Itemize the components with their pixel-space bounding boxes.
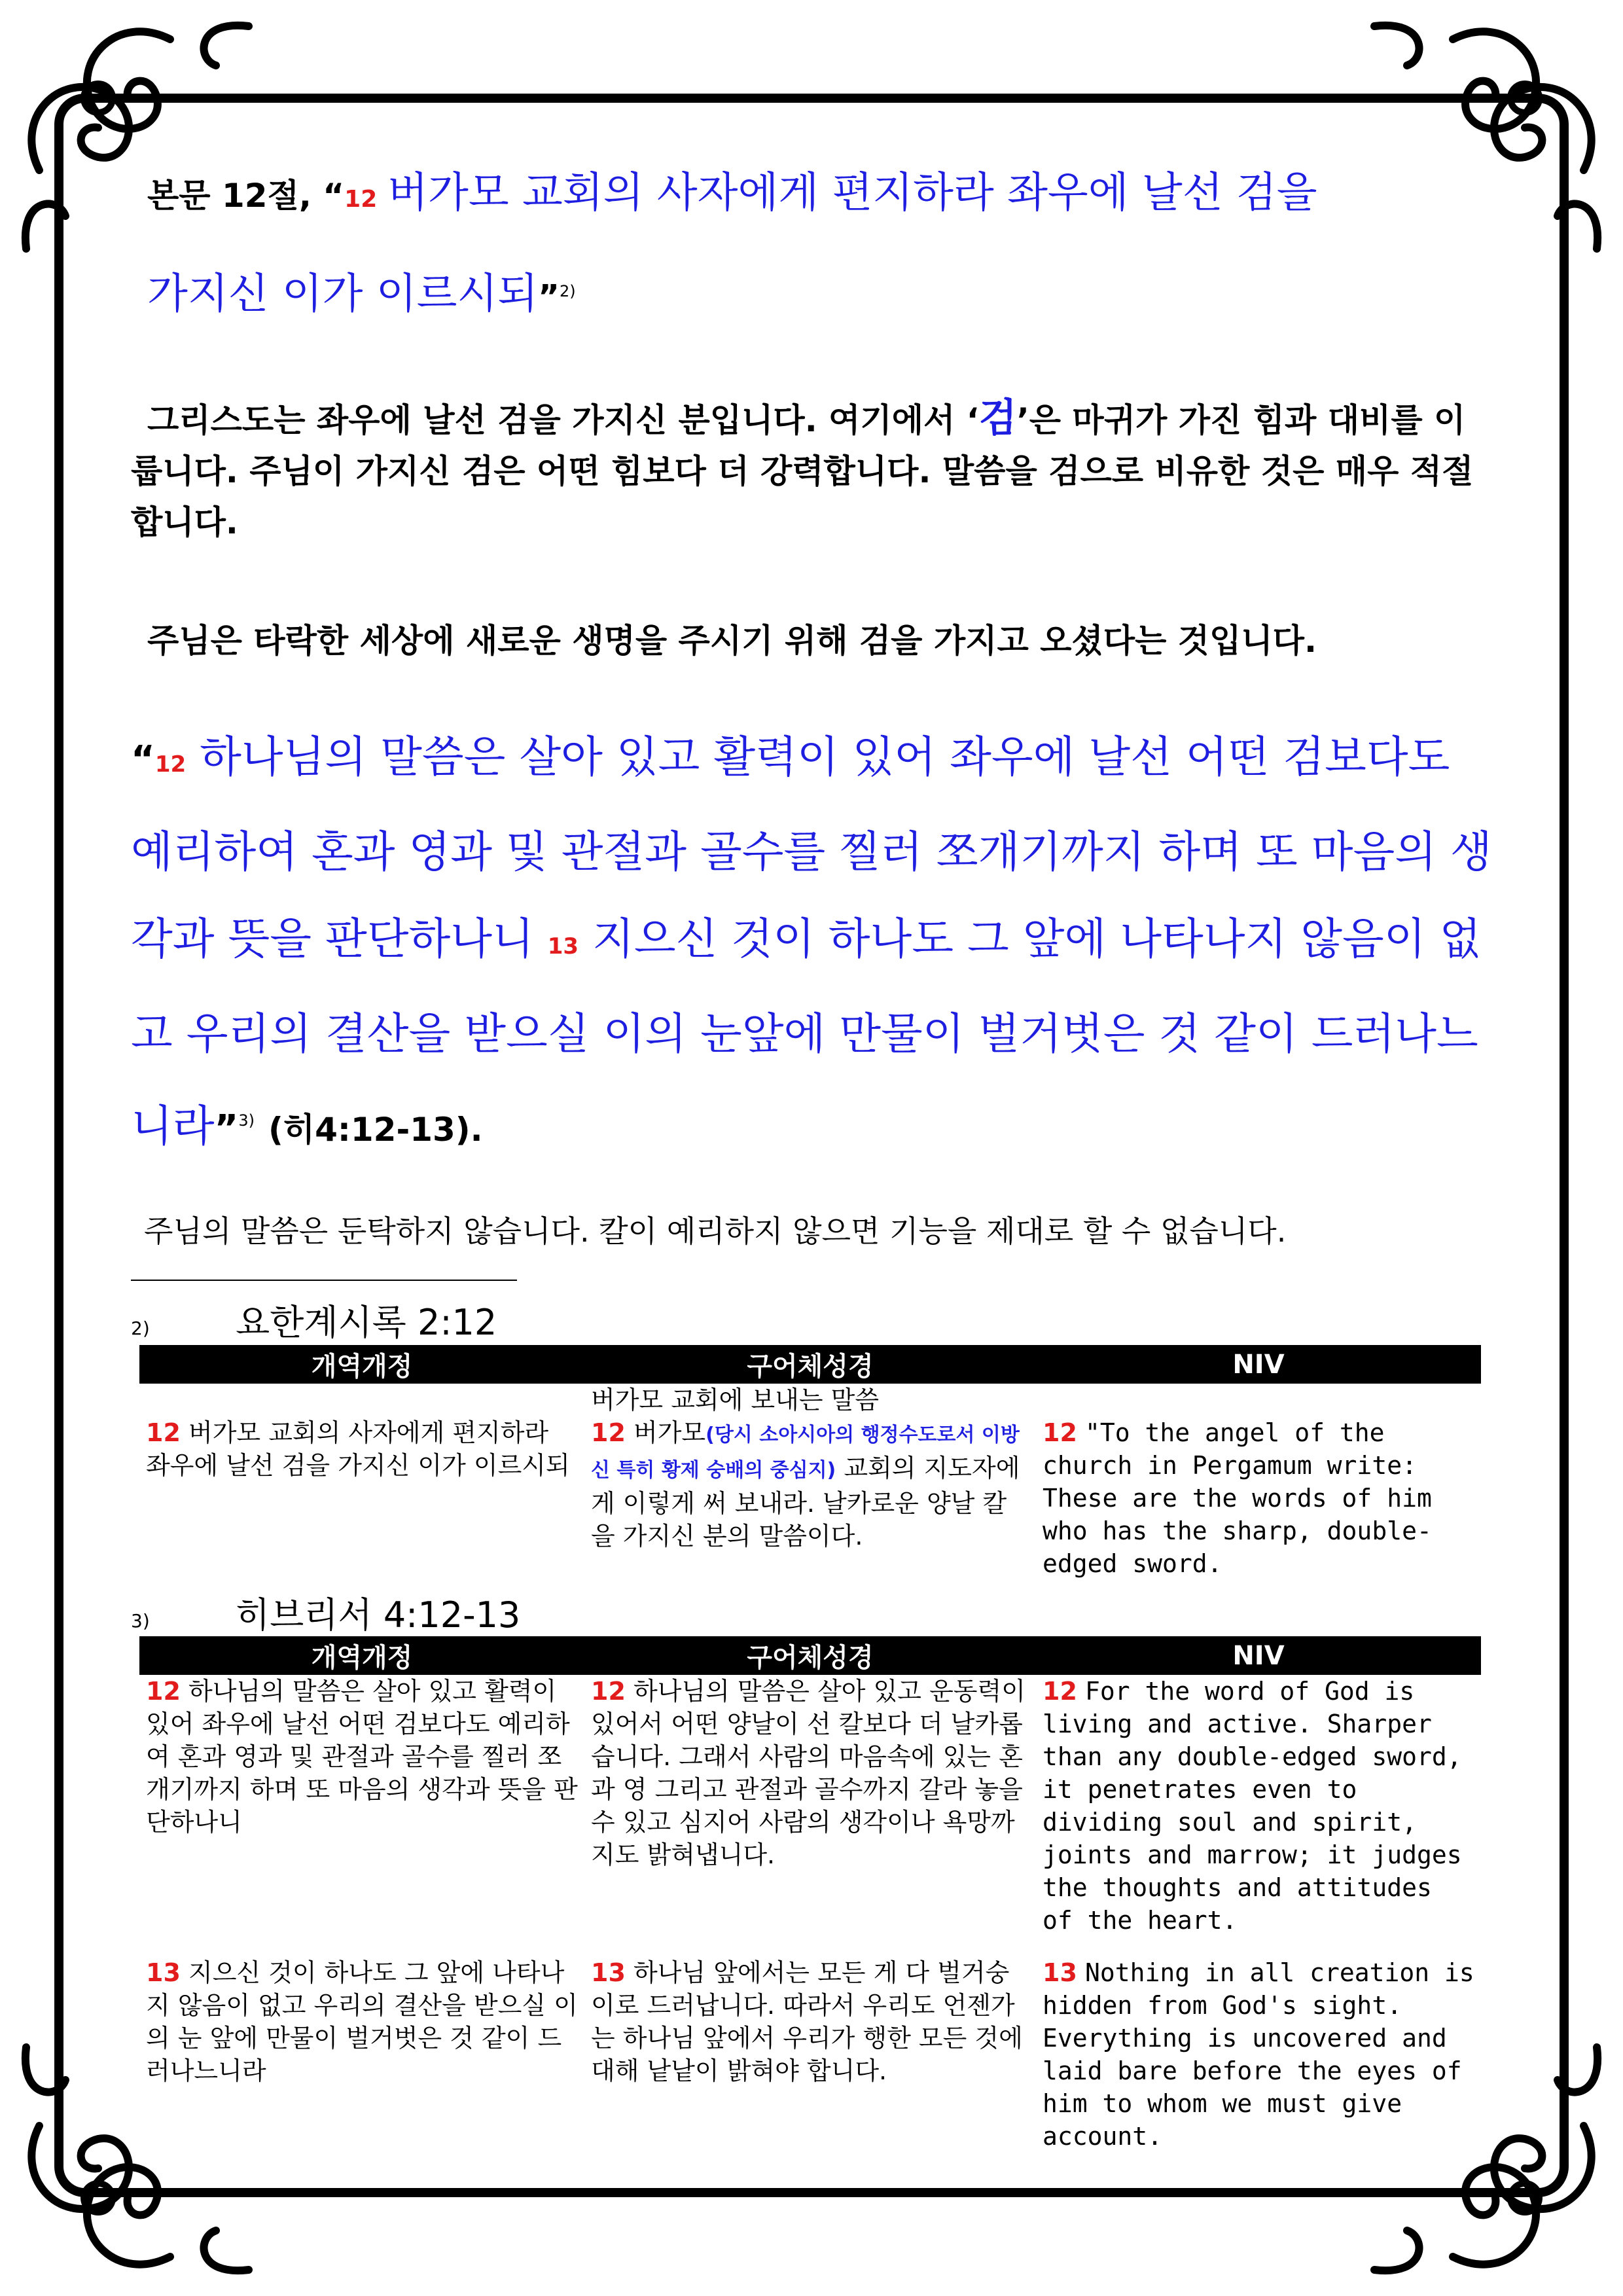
table-row: [139, 1675, 1481, 1956]
table-header: 구어체성경: [584, 1636, 1036, 1675]
table-header: NIV: [1036, 1636, 1481, 1675]
cell-text: "To the angel of the church in Pergamum write: These are the words of him who has the sharp, double-edged sword.: [1043, 1418, 1432, 1578]
body-paragraph-sharp: 주님의 말씀은 둔탁하지 않습니다. 칼이 예리하지 않으면 기능을 제대로 할 수 없습니다.: [144, 1213, 1287, 1249]
verse-number: 12: [1043, 1677, 1077, 1706]
translation-table-heb: [139, 1636, 1481, 2153]
footnote-heading: [131, 1295, 497, 1345]
cell-text: 버가모 교회의 사자에게 편지하라 좌우에 날선 검을 가지신 이가 이르시되: [146, 1418, 570, 1480]
annotation-note: (당시 소아시아의 행정수도로서 이방 신 특히 황제 숭배의 중심지): [591, 1424, 1020, 1482]
quote-open: “: [131, 738, 155, 781]
verse-number: 13: [1043, 1958, 1077, 1987]
cell-text: 하나님의 말씀은 살아 있고 활력이 있어 좌우에 날선 어떤 검보다도 예리하여 혼과 영과 및 관절과 골수를 찔러 쪼개기까지 하며 또 마음의 생각과 뜻을 판단하나니: [146, 1677, 578, 1837]
verse-text-line1: 버가모 교회의 사자에게 편지하라 좌우에 날선 검을: [387, 169, 1317, 217]
body-paragraph-purpose: 주님은 타락한 세상에 새로운 생명을 주시기 위해 검을 가지고 오셨다는 것입니다.: [147, 622, 1317, 660]
scripture-reference: (히4:12-13).: [268, 1111, 483, 1149]
translation-table-rev: [139, 1345, 1481, 1580]
footnote-heading: [131, 1587, 520, 1638]
verse-number: 13: [146, 1958, 181, 1987]
cell-text: 하나님의 말씀은 살아 있고 운동력이 있어서 어떤 양날이 선 칼보다 더 날카롭습니다. 그래서 사람의 마음속에 있는 혼과 영 그리고 관절과 골수까지 갈라 놓을 수 있고 심지어 사람의 생각이나 욕망까지도 밝혀냅니다.: [591, 1677, 1026, 1869]
cell-text: 교회의 지도자에게 이렇게 써 보내라. 날카로운 양날 칼을 가지신 분의 말씀이다.: [591, 1454, 1020, 1551]
footnote-number: 3): [131, 1610, 150, 1632]
cell-text: For the word of God is living and active. Sharper than any double-edged sword, it penetrates even to dividing soul and spirit, joints and marrow; it judges the thoughts and attitudes of the heart.: [1043, 1677, 1462, 1935]
footnote-title: 히브리서 4:12-13: [236, 1594, 521, 1636]
table-cell: [139, 1675, 584, 1956]
cell-text: 버가모: [633, 1418, 706, 1447]
body-paragraph-sword: [131, 393, 1479, 548]
table-header: 개역개정: [139, 1636, 584, 1675]
emphasized-word: 검: [978, 395, 1017, 441]
table-header-row: [139, 1636, 1481, 1675]
cell-text: 하나님 앞에서는 모든 게 다 벌거숭이로 드러납니다. 따라서 우리도 언젠가는 하나님 앞에서 우리가 행한 모든 것에 대해 낱낱이 밝혀야 합니다.: [591, 1958, 1023, 2085]
table-cell: [584, 1956, 1036, 2153]
verse-number: 12: [146, 1418, 181, 1447]
table-cell: [1036, 1675, 1481, 1956]
table-row: [139, 1956, 1481, 2153]
quote-close: ”: [538, 278, 560, 316]
para-text: ’은 마귀가 가진 힘과 대비를 이룹니다. 주님이 가지신 검은 어떤 힘보다 더 강력합니다. 말씀을 검으로 비유한 것은 매우 적절합니다.: [131, 401, 1474, 541]
footnote-ref: 3): [238, 1111, 255, 1130]
verse-number: 13: [591, 1958, 626, 1987]
verse-number: 12: [344, 186, 378, 213]
quote-close: ”: [214, 1107, 239, 1150]
footnote-divider: [131, 1280, 517, 1281]
footnote-title: 요한계시록 2:12: [236, 1302, 497, 1343]
verse-number: 12: [146, 1677, 181, 1706]
table-cell: [139, 1956, 584, 2153]
cell-text: Nothing in all creation is hidden from God's sight. Everything is uncovered and laid bare before the eyes of him to whom we must give account.: [1043, 1958, 1474, 2151]
table-row: [139, 1384, 1481, 1580]
verse-number: 12: [1043, 1418, 1077, 1447]
verse-number: 12: [154, 751, 187, 778]
table-cell: [1036, 1384, 1481, 1580]
para-text: 그리스도는 좌우에 날선 검을 가지신 분입니다. 여기에서 ‘: [147, 401, 979, 439]
table-cell: [139, 1384, 584, 1580]
table-cell: [1036, 1956, 1481, 2153]
quote-text-13: 지으신 것이 하나도 그 앞에 나타나지 않음이 없고 우리의 결산을 받으실 이의 눈앞에 만물이 벌거벗은 것 같이 드러나느니라: [131, 914, 1482, 1151]
table-header: 구어체성경: [584, 1345, 1036, 1384]
verse-text-line2: 가지신 이가 이르시되: [147, 270, 539, 319]
hebrews-quote: [131, 713, 1492, 1174]
verse-number: 12: [591, 1418, 626, 1447]
table-header-row: [139, 1345, 1481, 1384]
intro-prefix: 본문 12절, “: [147, 177, 345, 215]
verse-number: 12: [591, 1677, 626, 1706]
table-cell: [584, 1675, 1036, 1956]
table-header: 개역개정: [139, 1345, 584, 1384]
section-caption: 버가모 교회에 보내는 말씀: [591, 1386, 880, 1414]
cell-text: 지으신 것이 하나도 그 앞에 나타나지 않음이 없고 우리의 결산을 받으실 이의 눈 앞에 만물이 벌거벗은 것 같이 드러나느니라: [146, 1958, 578, 2085]
table-cell: [584, 1384, 1036, 1580]
verse-number: 13: [547, 933, 579, 960]
table-header: NIV: [1036, 1345, 1481, 1384]
quote-text-12: 하나님의 말씀은 살아 있고 활력이 있어 좌우에 날선 어떤 검보다도 예리하여 혼과 영과 및 관절과 골수를 찔러 쪼개기까지 하며 또 마음의 생각과 뜻을 판단하나니: [131, 732, 1492, 964]
intro-verse-paragraph: [147, 147, 1423, 343]
footnote-ref: 2): [559, 282, 576, 300]
footnote-number: 2): [131, 1318, 150, 1339]
